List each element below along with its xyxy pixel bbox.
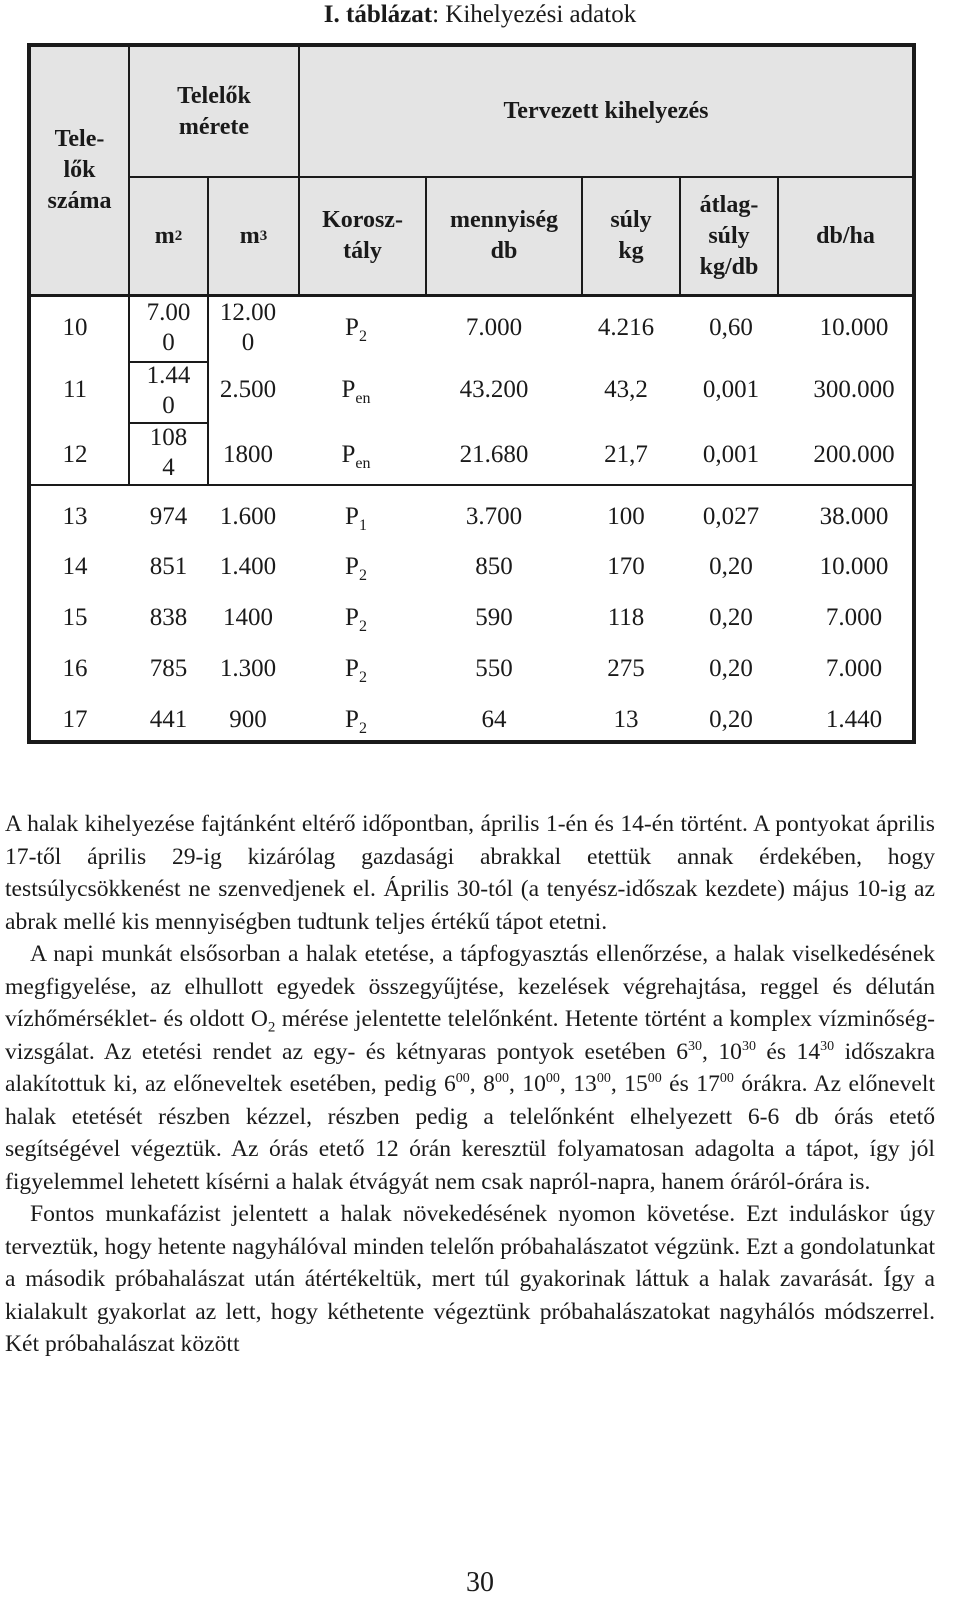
cell-db-ha: 10.000	[819, 314, 889, 341]
body-divider	[31, 484, 912, 486]
cell-db-ha: 38.000	[819, 503, 889, 530]
cell-m2: 974	[149, 503, 188, 530]
cell-suly: 100	[607, 503, 645, 530]
cell-db-ha: 7.000	[825, 655, 883, 682]
paragraph-kihelyezes: A halak kihelyezése fajtánként eltérő időpontban, április 1-én és 14-én történt. A pontyokat április 17-től április 29-ig kizárólag gazdasági abrakkal etettük annak érdekében, hogy testsúlycsökkenést ne szenvedjenek el. Április 30-tól (a tenyész-időszak kezdete) május 10-ig az abrak mellé kis mennyiségben tudtunk teljes értékű tápot etetni.	[5, 811, 935, 935]
table-caption	[0, 0, 960, 30]
cell-m2: 108 4	[149, 424, 188, 481]
header-telelok-szama: Tele- lők száma	[47, 126, 112, 214]
placement-table	[27, 43, 916, 744]
cell-korosztaly: $P_2$	[345, 553, 367, 584]
cell-korosztaly: $P_2$	[345, 706, 367, 737]
cell-m3: 1.300	[219, 655, 277, 682]
cell-db-ha: 10.000	[819, 553, 889, 580]
cell-atlagsuly: 0,20	[709, 553, 753, 580]
header-suly: súly kg	[610, 207, 652, 264]
cell-atlagsuly: 0,20	[709, 706, 753, 733]
cell-m3: 900	[229, 706, 267, 733]
cell-suly: 43,2	[604, 376, 648, 403]
cell-atlagsuly: 0,20	[709, 655, 753, 682]
paragraph-napi-munka: A napi munkát elsősorban a halak etetése, a tápfogyasztás ellenőrzése, a halak viselkedésének megfigyelése, az elhullott egyedek összegyűjtése, kezelések végrehajtása, reggel és délután vízhőmérséklet- és oldott $O_2$ mérése jelentette telelőnként. Hetente történt a komplex vízminőség-vizsgálat. Az etetési rendet az egy- és kétnyaras pontyok esetében $6^{30}$, $10^{30}$ és $14^{30}$ időszakra alakítottuk ki, az előneveltek esetében, pedig $6^{00}$, $8^{00}$, $10^{00}$, $13^{00}$, $15^{00}$ és $17^{00}$ órákra. Az előnevelt halak etetését részben kézzel, részben pedig a telelőnként elhelyezett 6-6 db órás etető segítségével végeztük. Az órás etető 12 órán keresztül folyamatosan adagolta a tápot, így jól figyelemmel lehetett kísérni a halak étvágyát nem csak napról-napra, hanem óráról-órára is.	[5, 941, 936, 1195]
cell-num: 11	[62, 376, 88, 403]
cell-m3: 1800	[223, 441, 273, 468]
header-atlagsuly: átlag- súly kg/db	[699, 191, 759, 280]
cell-mennyiseg: 3.700	[465, 503, 523, 530]
cell-suly: 4.216	[597, 314, 655, 341]
cell-korosztaly: $P_{en}$	[341, 441, 371, 472]
page-number: 30	[466, 1567, 494, 1598]
header-m2: m 2	[154, 222, 183, 249]
cell-suly: 170	[607, 553, 645, 580]
header-tervezett-kihelyezes: Tervezett kihelyezés	[503, 98, 709, 124]
cell-m3: 1400	[223, 604, 273, 631]
cell-suly: 275	[607, 655, 645, 682]
cell-atlagsuly: 0,60	[709, 314, 753, 341]
cell-suly: 118	[607, 604, 645, 631]
header-mennyiseg: mennyiség db	[450, 207, 558, 264]
cell-mennyiseg: 590	[475, 604, 513, 631]
cell-mennyiseg: 850	[475, 553, 513, 580]
cell-korosztaly: $P_1$	[345, 503, 367, 534]
cell-korosztaly: $P_2$	[345, 655, 367, 686]
cell-m3: 1.400	[219, 553, 277, 580]
cell-num: 17	[62, 706, 88, 733]
cell-atlagsuly: 0,001	[702, 441, 760, 468]
cell-db-ha: 1.440	[825, 706, 883, 733]
cell-korosztaly: $P_2$	[345, 314, 367, 345]
header-db-ha: db/ha	[816, 222, 875, 249]
cell-mennyiseg: 43.200	[459, 376, 529, 403]
cell-mennyiseg: 7.000	[465, 314, 523, 341]
cell-mennyiseg: 550	[475, 655, 513, 682]
cell-db-ha: 7.000	[825, 604, 883, 631]
cell-db-ha: 200.000	[813, 441, 895, 468]
cell-atlagsuly: 0,027	[702, 503, 760, 530]
cell-m2: 838	[149, 604, 188, 631]
cell-num: 10	[62, 314, 88, 341]
cell-db-ha: 300.000	[813, 376, 895, 403]
cell-mennyiseg: 21.680	[459, 441, 529, 468]
paragraph-munkafazis: Fontos munkafázist jelentett a halak növekedésének nyomon követése. Ezt induláskor úgy terveztük, hogy hetente nagyhálóval minden telelőn próbahalászatot végzünk. Ezt a gondolatunkat a második próbahalászat után átértékeltük, mert túl gyakorinak láttuk a halak zavarását. Így a kialakult gyakorlat az lett, hogy kéthetente végeztünk próbahalászatokat nagyhálós módszerrel. Két próbahalászat között	[5, 1201, 935, 1357]
header-m3: m 3	[239, 222, 268, 249]
body-text	[5, 808, 935, 1361]
cell-num: 16	[62, 655, 88, 682]
cell-m3: 1.600	[219, 503, 277, 530]
cell-num: 13	[62, 503, 88, 530]
cell-m2: 851	[149, 553, 188, 580]
table-caption-label: I. táblázat	[323, 1, 433, 28]
cell-m3: 2.500	[219, 376, 277, 403]
cell-m2: 7.00 0	[146, 299, 191, 356]
cell-korosztaly: $P_{en}$	[341, 376, 371, 407]
cell-m2: 1.44 0	[146, 362, 191, 419]
cell-suly: 21,7	[604, 441, 648, 468]
cell-mennyiseg: 64	[481, 706, 507, 733]
header-telelok-merete: Telelők mérete	[177, 82, 251, 140]
cell-atlagsuly: 0,001	[702, 376, 760, 403]
cell-suly: 13	[613, 706, 639, 733]
cell-m2: 441	[149, 706, 188, 733]
header-korosztaly: Korosz- tály	[322, 207, 403, 264]
cell-m2: 785	[149, 655, 188, 682]
cell-num: 15	[62, 604, 88, 631]
cell-atlagsuly: 0,20	[709, 604, 753, 631]
cell-korosztaly: $P_2$	[345, 604, 367, 635]
cell-m3: 12.00 0	[219, 299, 277, 356]
cell-num: 14	[62, 553, 88, 580]
cell-num: 12	[62, 441, 88, 468]
table-caption-text: : Kihelyezési adatok	[432, 1, 637, 28]
